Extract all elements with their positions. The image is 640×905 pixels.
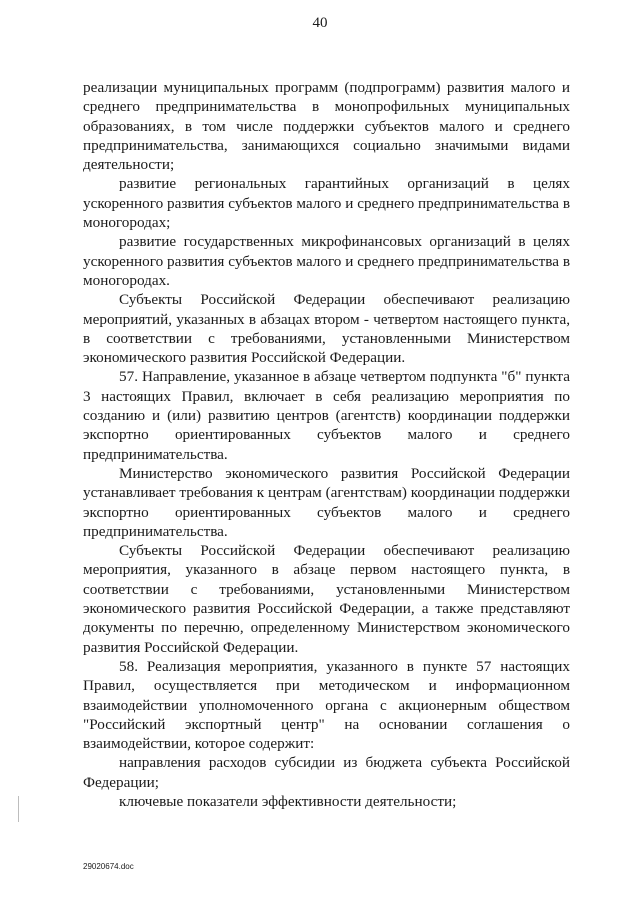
footer-filename: 29020674.doc [83,862,134,871]
paragraph-4: Субъекты Российской Федерации обеспечивают реализацию мероприятий, указанных в абзацах втором - четвертом настоящего пункта, в соответствии с требованиями, установленными Министерством экономического развития Российской Федерации. [83,291,570,367]
paragraph-5: 57. Направление, указанное в абзаце четвертом подпункта "б" пункта 3 настоящих Правил, включает в себя реализацию мероприятия по созданию и (или) развитию центров (агентств) координации поддержки экспортно ориентированных субъектов малого и среднего предпринимательства. [83,368,570,463]
paragraph-3: развитие государственных микрофинансовых организаций в целях ускоренного развития субъектов малого и среднего предпринимательства в моногородах. [83,233,570,289]
document-body [83,78,570,811]
page-number: 40 [312,15,328,31]
paragraph-10: ключевые показатели эффективности деятельности; [119,792,457,810]
paragraph-8: 58. Реализация мероприятия, указанного в пункте 57 настоящих Правил, осуществляется при методическом и информационном взаимодействии уполномоченного органа с акционерным обществом "Российский экспортный центр" на основании соглашения о взаимодействии, которое содержит: [83,657,570,753]
paragraph-7: Субъекты Российской Федерации обеспечивают реализацию мероприятия, указанного в абзаце первом настоящего пункта, в соответствии с требованиями, установленными Министерством экономического развития Российской Федерации, а также представляют документы по перечню, определенному Министерством экономического развития Российской Федерации. [83,542,570,656]
paragraph-6: Министерство экономического развития Российской Федерации устанавливает требования к центрам (агентствам) координации поддержки экспортно ориентированных субъектов малого и среднего предпринимательства. [83,464,570,540]
paragraph-1: реализации муниципальных программ (подпрограмм) развития малого и среднего предпринимательства в монопрофильных муниципальных образованиях, в том числе поддержки субъектов малого и среднего предпринимательства, занимающихся социально значимыми видами деятельности; [83,79,570,174]
scan-margin-mark [18,796,19,822]
paragraph-9: направления расходов субсидии из бюджета субъекта Российской Федерации; [83,754,570,791]
paragraph-2: развитие региональных гарантийных организаций в целях ускоренного развития субъектов малого и среднего предпринимательства в моногородах; [83,175,570,232]
